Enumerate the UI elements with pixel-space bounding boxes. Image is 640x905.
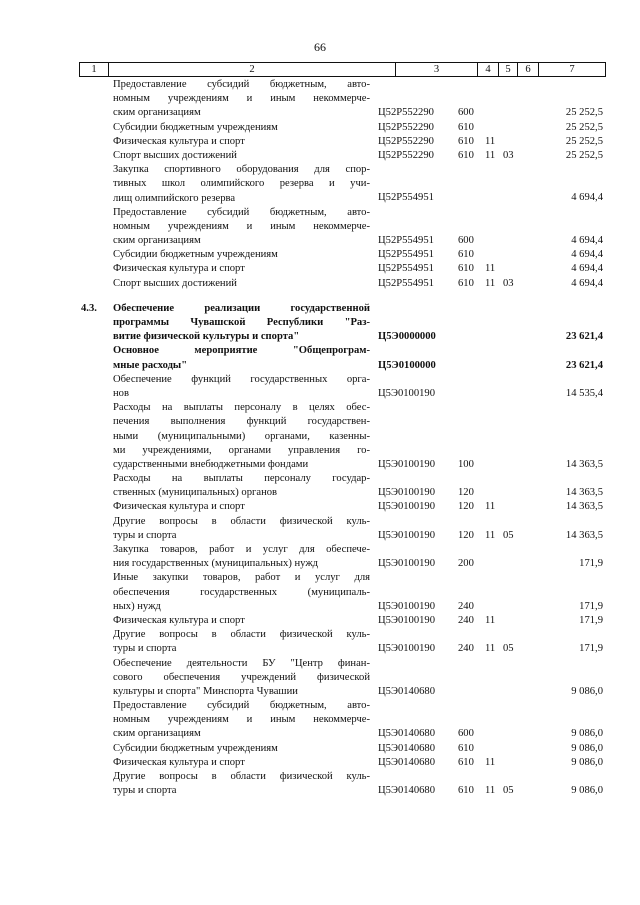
- expense-type: 240: [458, 643, 474, 655]
- table-row: [0, 344, 640, 372]
- expense-type: 120: [458, 529, 474, 541]
- header-col-5: 5: [498, 63, 517, 76]
- target-code: Ц52Р554951: [378, 263, 434, 275]
- description-line: Иные закупки товаров, работ и услуг для: [113, 572, 370, 584]
- header-col-4: 4: [477, 63, 498, 76]
- description-line: Спорт высших достижений: [113, 277, 237, 289]
- table-row: [0, 614, 640, 628]
- header-col-3: 3: [395, 63, 477, 76]
- description-line: Другие вопросы в области физической куль-: [113, 515, 370, 527]
- row-description: [113, 742, 370, 756]
- amount: 4 694,4: [571, 263, 603, 275]
- section-code: 11: [485, 149, 496, 161]
- row-description: [113, 121, 370, 135]
- amount: 171,9: [579, 558, 603, 570]
- target-code: Ц5Э0140680: [378, 728, 436, 740]
- table-row: [0, 770, 640, 798]
- amount: 25 252,5: [565, 121, 603, 133]
- expense-type: 240: [458, 614, 474, 626]
- description-line: ными (муниципальными) органами, казенны-: [113, 430, 370, 442]
- description-line: Обеспечение функций государственных орга-: [113, 373, 370, 385]
- expense-type: 600: [458, 728, 474, 740]
- row-description: [113, 248, 370, 262]
- row-description: [113, 699, 370, 742]
- row-description: [113, 277, 370, 291]
- table-row: [0, 277, 640, 291]
- description-line: ским организациям: [113, 235, 201, 247]
- subsection-code: 03: [503, 149, 514, 161]
- description-line: номным учреждениям и иным некоммерче-: [113, 93, 370, 105]
- description-line: печения выполнения функций государствен-: [113, 416, 370, 428]
- amount: 9 086,0: [571, 685, 603, 697]
- description-line: Другие вопросы в области физической куль-: [113, 629, 370, 641]
- description-line: Предоставление субсидий бюджетным, авто-: [113, 700, 370, 712]
- description-line: Расходы на выплаты персоналу государ-: [113, 473, 370, 485]
- header-col-2: 2: [108, 63, 395, 76]
- expense-type: 610: [458, 277, 474, 289]
- target-code: Ц52Р552290: [378, 135, 434, 147]
- table-row: [0, 500, 640, 514]
- description-line: ским организациям: [113, 728, 201, 740]
- description-line: номным учреждениям и иным некоммерче-: [113, 714, 370, 726]
- budget-table-body: [0, 78, 640, 798]
- amount: 9 086,0: [571, 728, 603, 740]
- row-description: [113, 373, 370, 401]
- table-row: [0, 756, 640, 770]
- target-code: Ц5Э0100190: [378, 529, 436, 541]
- target-code: Ц5Э0140680: [378, 785, 436, 797]
- description-line: Физическая культура и спорт: [113, 501, 245, 513]
- description-line: туры и спорта: [113, 785, 177, 797]
- section-code: 11: [485, 785, 496, 797]
- table-row: [0, 373, 640, 401]
- target-code: Ц5Э0100190: [378, 558, 436, 570]
- description-line: Предоставление субсидий бюджетным, авто-: [113, 206, 370, 218]
- amount: 9 086,0: [571, 785, 603, 797]
- amount: 171,9: [579, 614, 603, 626]
- description-line: туры и спорта: [113, 643, 177, 655]
- expense-type: 610: [458, 121, 474, 133]
- amount: 4 694,4: [571, 277, 603, 289]
- row-description: [113, 543, 370, 571]
- target-code: Ц5Э0100190: [378, 600, 436, 612]
- table-row: [0, 628, 640, 656]
- target-code: Ц52Р552290: [378, 107, 434, 119]
- target-code: Ц5Э0100190: [378, 614, 436, 626]
- table-row: [0, 401, 640, 472]
- amount: 171,9: [579, 643, 603, 655]
- amount: 14 363,5: [565, 458, 603, 470]
- expense-type: 120: [458, 501, 474, 513]
- description-line: номным учреждениям и иным некоммерче-: [113, 220, 370, 232]
- expense-type: 610: [458, 756, 474, 768]
- table-row: [0, 135, 640, 149]
- description-line: ственных (муниципальных) органов: [113, 487, 278, 499]
- description-line: программы Чувашской Республики "Раз-: [113, 317, 370, 328]
- description-line: Физическая культура и спорт: [113, 756, 245, 768]
- amount: 9 086,0: [571, 742, 603, 754]
- subsection-code: 05: [503, 529, 514, 541]
- description-line: Расходы на выплаты персоналу в целях обес-: [113, 402, 370, 414]
- row-spacer: [0, 291, 640, 302]
- description-line: витие физической культуры и спорта": [113, 331, 300, 343]
- row-description: [113, 614, 370, 628]
- section-code: 11: [485, 529, 496, 541]
- section-code: 11: [485, 501, 496, 513]
- description-line: тивных школ олимпийского резерва и учи-: [113, 178, 370, 190]
- target-code: Ц52Р554951: [378, 249, 434, 261]
- row-description: [113, 571, 370, 614]
- description-line: Физическая культура и спорт: [113, 263, 245, 275]
- description-line: Другие вопросы в области физической куль-: [113, 771, 370, 782]
- header-col-1: 1: [91, 64, 97, 75]
- section-code: 11: [485, 263, 496, 275]
- expense-type: 120: [458, 487, 474, 499]
- amount: 4 694,4: [571, 235, 603, 247]
- description-line: Субсидии бюджетным учреждениям: [113, 249, 278, 261]
- target-code: Ц5Э0100000: [378, 359, 436, 371]
- table-row: [0, 248, 640, 262]
- target-code: Ц5Э0140680: [378, 742, 436, 754]
- target-code: Ц52Р554951: [378, 235, 434, 247]
- description-line: Физическая культура и спорт: [113, 135, 245, 147]
- description-line: Спорт высших достижений: [113, 149, 237, 161]
- description-line: сового обеспечения учреждений физической: [113, 671, 370, 683]
- table-row: [0, 149, 640, 163]
- row-description: [113, 770, 370, 798]
- table-row: [0, 515, 640, 543]
- row-description: [113, 302, 370, 345]
- description-line: туры и спорта: [113, 529, 177, 541]
- target-code: Ц5Э0100190: [378, 643, 436, 655]
- section-code: 11: [485, 756, 496, 768]
- row-description: [113, 163, 370, 206]
- expense-type: 240: [458, 600, 474, 612]
- amount: 25 252,5: [565, 107, 603, 119]
- description-line: лищ олимпийского резерва: [113, 192, 236, 204]
- table-row: [0, 657, 640, 700]
- description-line: Обеспечение реализации государственной: [113, 302, 370, 314]
- header-col-7: 7: [538, 63, 605, 76]
- description-line: ми учреждениями, органами управления го-: [113, 444, 370, 456]
- table-row: [0, 302, 640, 345]
- amount: 9 086,0: [571, 756, 603, 768]
- amount: 4 694,4: [571, 192, 603, 204]
- header-col-6: 6: [517, 63, 538, 76]
- section-code: 11: [485, 277, 496, 289]
- description-line: обеспечения государственных (муниципаль-: [113, 586, 370, 598]
- amount: 14 363,5: [565, 501, 603, 513]
- description-line: нов: [113, 387, 129, 399]
- target-code: Ц5Э0100190: [378, 387, 436, 399]
- table-row: [0, 472, 640, 500]
- amount: 171,9: [579, 600, 603, 612]
- description-line: Основное мероприятие "Общепрограм-: [113, 345, 370, 357]
- table-row: [0, 699, 640, 742]
- amount: 14 535,4: [565, 387, 603, 399]
- target-code: Ц52Р554951: [378, 192, 434, 204]
- target-code: Ц5Э0100190: [378, 458, 436, 470]
- row-description: [113, 756, 370, 770]
- description-line: Предоставление субсидий бюджетным, авто-: [113, 79, 370, 90]
- row-description: [113, 135, 370, 149]
- section-number: 4.3.: [81, 302, 97, 314]
- target-code: Ц5Э0140680: [378, 756, 436, 768]
- target-code: Ц5Э0100190: [378, 501, 436, 513]
- page-number: 66: [314, 40, 326, 54]
- description-line: Закупка товаров, работ и услуг для обеспече-: [113, 544, 370, 555]
- table-row: [0, 78, 640, 121]
- row-description: [113, 262, 370, 276]
- row-description: [113, 344, 370, 372]
- expense-type: 610: [458, 785, 474, 797]
- amount: 23 621,4: [565, 331, 603, 343]
- expense-type: 610: [458, 249, 474, 261]
- target-code: Ц5Э0000000: [378, 331, 436, 343]
- target-code: Ц52Р554951: [378, 277, 434, 289]
- row-description: [113, 657, 370, 700]
- table-row: [0, 742, 640, 756]
- table-row: [0, 571, 640, 614]
- description-line: ским организациям: [113, 107, 201, 119]
- target-code: Ц5Э0100190: [378, 487, 436, 499]
- section-code: 11: [485, 135, 496, 147]
- subsection-code: 05: [503, 643, 514, 655]
- description-line: Субсидии бюджетным учреждениям: [113, 742, 278, 754]
- expense-type: 200: [458, 558, 474, 570]
- subsection-code: 05: [503, 785, 514, 797]
- expense-type: 100: [458, 458, 474, 470]
- row-description: [113, 401, 370, 472]
- table-row: [0, 543, 640, 571]
- amount: 25 252,5: [565, 135, 603, 147]
- description-line: ных) нужд: [113, 600, 161, 612]
- amount: 14 363,5: [565, 529, 603, 541]
- description-line: сударственными внебюджетными фондами: [113, 458, 309, 470]
- row-description: [113, 149, 370, 163]
- description-line: Обеспечение деятельности БУ "Центр финан-: [113, 657, 370, 669]
- description-line: мные расходы": [113, 359, 188, 371]
- table-row: [0, 206, 640, 249]
- table-row: [0, 262, 640, 276]
- description-line: Субсидии бюджетным учреждениям: [113, 121, 278, 133]
- description-line: ния государственных (муниципальных) нужд: [113, 558, 319, 570]
- row-description: [113, 515, 370, 543]
- table-row: [0, 163, 640, 206]
- row-description: [113, 78, 370, 121]
- table-row: [0, 121, 640, 135]
- target-code: Ц52Р552290: [378, 149, 434, 161]
- table-header-row: [79, 62, 606, 77]
- amount: 23 621,4: [565, 359, 603, 371]
- row-description: [113, 628, 370, 656]
- target-code: Ц5Э0140680: [378, 685, 436, 697]
- expense-type: 610: [458, 263, 474, 275]
- target-code: Ц52Р552290: [378, 121, 434, 133]
- section-code: 11: [485, 614, 496, 626]
- row-description: [113, 500, 370, 514]
- row-description: [113, 472, 370, 500]
- expense-type: 610: [458, 135, 474, 147]
- description-line: культуры и спорта" Минспорта Чувашии: [113, 685, 298, 697]
- description-line: Физическая культура и спорт: [113, 614, 245, 626]
- description-line: Закупка спортивного оборудования для спор-: [113, 164, 370, 176]
- amount: 25 252,5: [565, 149, 603, 161]
- expense-type: 600: [458, 235, 474, 247]
- amount: 4 694,4: [571, 249, 603, 261]
- expense-type: 600: [458, 107, 474, 119]
- subsection-code: 03: [503, 277, 514, 289]
- row-description: [113, 206, 370, 249]
- expense-type: 610: [458, 149, 474, 161]
- amount: 14 363,5: [565, 487, 603, 499]
- section-code: 11: [485, 643, 496, 655]
- expense-type: 610: [458, 742, 474, 754]
